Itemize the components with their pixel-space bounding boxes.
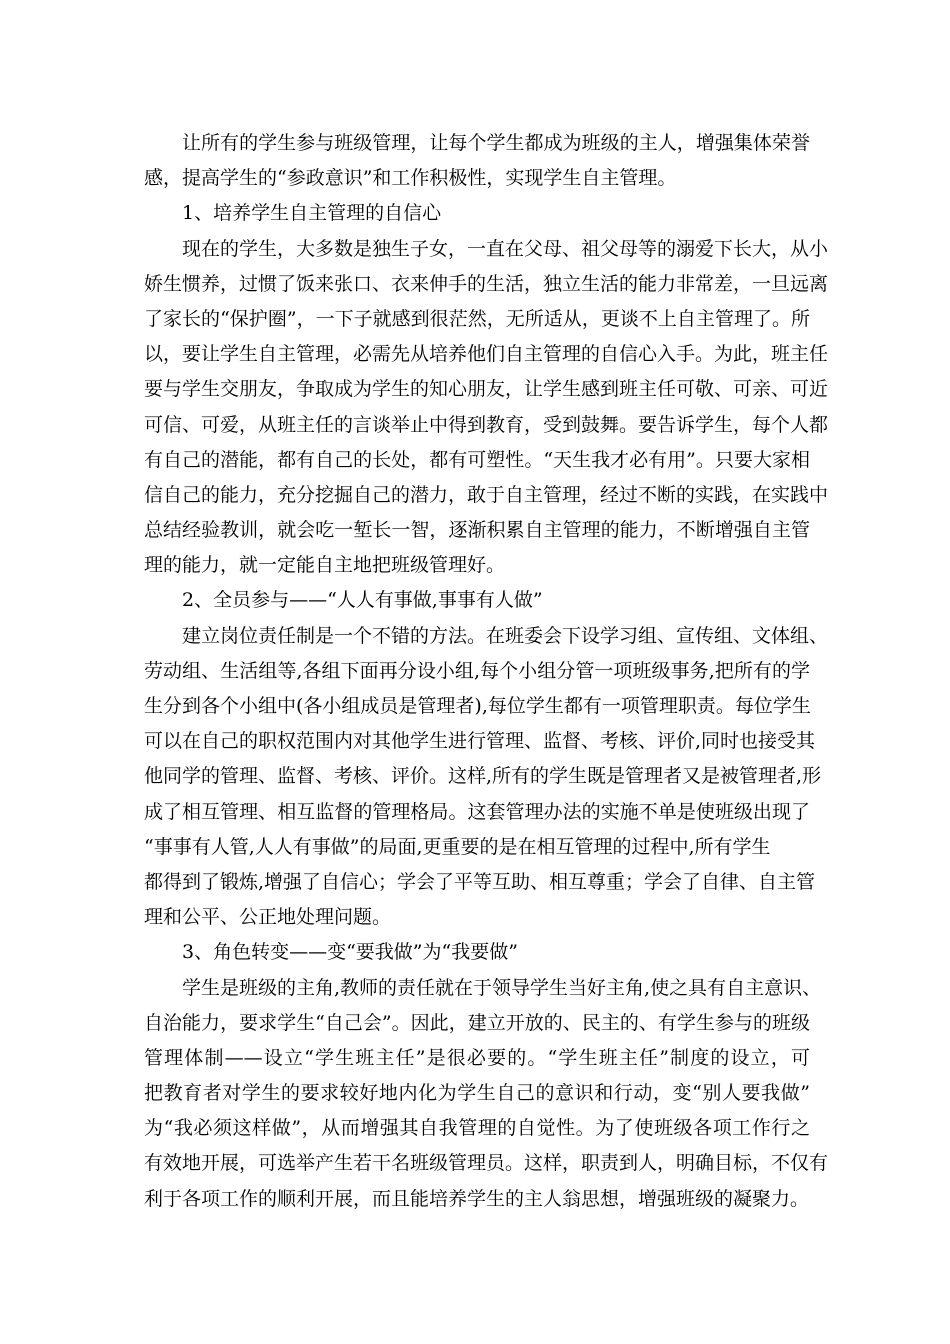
text-line: 都得到了锻炼,增强了自信心；学会了平等互助、相互尊重；学会了自律、自主管	[144, 870, 816, 893]
text-line: “事事有人管,人人有事做”的局面,更重要的是在相互管理的过程中,所有学生	[144, 835, 771, 858]
text-line: 学生是班级的主角,教师的责任就在于领导学生当好主角,使之具有自主意识、	[182, 976, 822, 999]
text-line: 理和公平、公正地处理问题。	[144, 906, 392, 929]
heading-text: 1、培养学生自主管理的自信心	[182, 202, 442, 225]
paragraph	[144, 619, 829, 936]
text-line: 了家长的“保护圈”，一下子就感到很茫然，无所适从，更谈不上自主管理了。所	[144, 307, 810, 330]
text-line: 生分到各个小组中(各小组成员是管理者),每位学生都有一项管理职责。每位学生	[144, 695, 811, 717]
text-line: 为“我必须这样做”，从而增强其自我管理的自觉性。为了使班级各项工作行之	[144, 1117, 810, 1140]
text-line: 自治能力，要求学生“自己会”。因此，建立开放的、民主的、有学生参与的班级	[144, 1011, 810, 1034]
text-line: 他同学的管理、监督、考核、评价。这样,所有的学生既是管理者又是被管理者,形	[144, 765, 822, 788]
text-line: 理的能力，就一定能自主地把班级管理好。	[144, 554, 506, 577]
paragraph	[144, 232, 829, 584]
text-line: 管理体制——设立“学生班主任”是很必要的。“学生班主任”制度的设立，可	[144, 1046, 810, 1069]
text-line: 成了相互管理、相互监督的管理格局。这套管理办法的实施不单是使班级出现了	[144, 800, 810, 823]
text-line: 劳动组、生活组等,各组下面再分设小组,每个小组分管一项班级事务,把所有的学	[144, 659, 810, 682]
text-line: 有效地开展，可选举产生若干名班级管理员。这样，职责到人，明确目标，不仅有	[144, 1152, 829, 1175]
text-line: 可以在自己的职权范围内对其他学生进行管理、监督、考核、评价,同时也接受其	[144, 730, 816, 753]
heading-text: 3、角色转变——变“要我做”为“我要做”	[182, 941, 518, 964]
document-body	[144, 126, 829, 1217]
paragraph	[144, 126, 810, 196]
text-line: 要与学生交朋友，争取成为学生的知心朋友，让学生感到班主任可敬、可亲、可近	[144, 378, 829, 401]
text-line: 感，提高学生的“参政意识”和工作积极性，实现学生自主管理。	[144, 167, 677, 190]
text-line: 总结经验教训，就会吃一堑长一智，逐渐积累自主管理的能力，不断增强自主管	[144, 519, 810, 542]
text-line: 娇生惯养，过惯了饭来张口、衣来伸手的生活，独立生活的能力非常差，一旦远离	[144, 272, 829, 295]
paragraph	[144, 971, 829, 1217]
text-line: 让所有的学生参与班级管理，让每个学生都成为班级的主人，增强集体荣誉	[182, 132, 810, 154]
section-heading	[144, 935, 810, 970]
text-line: 以，要让学生自主管理，必需先从培养他们自主管理的自信心入手。为此，班主任	[144, 343, 829, 366]
text-line: 现在的学生，大多数是独生子女，一直在父母、祖父母等的溺爱下长大，从小	[182, 237, 829, 260]
text-line: 建立岗位责任制是一个不错的方法。在班委会下设学习组、宣传组、文体组、	[182, 624, 829, 647]
text-line: 信自己的能力，充分挖掘自己的潜力，敢于自主管理，经过不断的实践，在实践中	[144, 483, 829, 506]
text-line: 可信、可爱，从班主任的言谈举止中得到教育，受到鼓舞。要告诉学生，每个人都	[144, 413, 829, 436]
heading-text: 2、全员参与——“人人有事做,事事有人做”	[182, 589, 543, 612]
section-heading	[144, 583, 810, 618]
text-line: 有自己的潜能，都有自己的长处，都有可塑性。“天生我才必有用”。只要大家相	[144, 448, 810, 471]
section-heading	[144, 196, 810, 231]
text-line: 利于各项工作的顺利开展，而且能培养学生的主人翁思想，增强班级的凝聚力。	[144, 1187, 810, 1210]
text-line: 把教育者对学生的要求较好地内化为学生自己的意识和行动，变“别人要我做”	[144, 1082, 810, 1105]
